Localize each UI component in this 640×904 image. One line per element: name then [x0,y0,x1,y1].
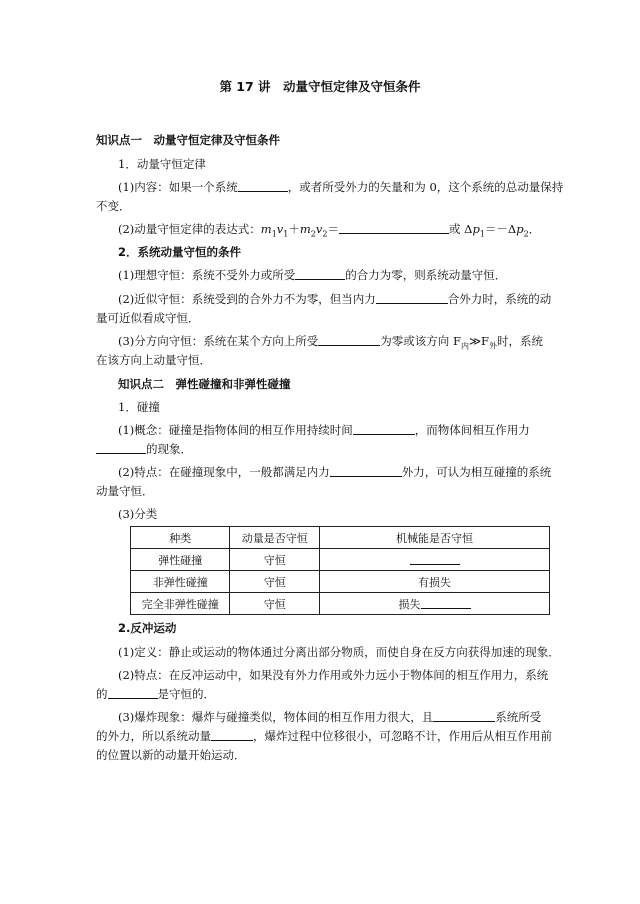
collision-table [130,526,550,615]
section2-heading: 知识点二 弹性碰撞和非弹性碰撞 [118,377,291,391]
subheading-collision: 1．碰撞 [118,400,160,414]
subheading-momentum-law: 1．动量守恒定律 [118,157,206,171]
table-header-row [131,527,550,549]
fill-blank [330,465,402,477]
fill-blank [376,292,448,304]
paragraph-approx: (2)近似守恒：系统受到的合外力不为零，但当内力 合外力时，系统的动 [118,292,552,306]
fill-blank [295,268,345,280]
table-row [131,593,550,615]
table-cell: 有损失 [320,571,550,593]
table-header: 动量是否守恒 [230,527,320,549]
paragraph-explosion-cont: 的外力，所以系统动量 ，爆炸过程中位移很小，可忽略不计，作用后从相互作用前 [96,729,552,743]
paragraph-content: (1)内容：如果一个系统 ，或者所受外力的矢量和为 0，这个系统的总动量保持 [118,180,564,194]
subheading-recoil: 2.反冲运动 [118,621,177,635]
paragraph-expression: (2)动量守恒定律的表达式：$m_1v_1+m_2v_2=$ 或 $\Delta p_1=-\Delta p_2$． [118,222,541,239]
paragraph-explosion: (3)爆炸现象：爆炸与碰撞类似，物体间的相互作用力很大，且 系统所受 [118,710,542,724]
paragraph-recoil-feature: (2)特点：在反冲运动中，如果没有外力作用或外力远小于物体间的相互作用力，系统 [118,668,549,682]
table-row [131,571,550,593]
fill-blank [238,180,288,192]
table-cell: 损失 [320,593,550,615]
paragraph-concept-cont: 的现象． [96,442,546,456]
table-header: 种类 [131,527,230,549]
section1-heading: 知识点一 动量守恒定律及守恒条件 [96,133,280,147]
paragraph-direction-cont: 在该方向上动量守恒． [96,353,211,367]
paragraph-feature: (2)特点：在碰撞现象中，一般都满足内力 外力，可认为相互碰撞的系统 [118,465,552,479]
table-cell: 守恒 [230,571,320,593]
fill-blank [108,687,158,699]
fill-blank [421,597,471,609]
paragraph-concept: (1)概念：碰撞是指物体间的相互作用持续时间 ，而物体间相互作用力 [118,423,530,437]
table-cell: 弹性碰撞 [131,549,230,571]
table-cell: 完全非弹性碰撞 [131,593,230,615]
fill-blank [318,334,380,346]
paragraph-direction: (3)分方向守恒：系统在某个方向上所受 为零或该方向 $F_内≫F_外$时，系统 [118,334,543,351]
fill-blank [433,710,495,722]
table-cell [320,549,550,571]
paragraph-approx-cont: 量可近似看成守恒． [96,311,200,325]
fill-blank [96,442,146,454]
table-row [131,549,550,571]
fill-blank [353,423,415,435]
page-title: 第 17 讲 动量守恒定律及守恒条件 [219,79,421,94]
paragraph-definition: (1)定义：静止或运动的物体通过分离出部分物质，而使自身在反方向获得加速的现象． [118,645,560,659]
paragraph-ideal: (1)理想守恒：系统不受外力或所受 的合力为零，则系统动量守恒． [118,268,507,282]
paragraph-explosion-end: 的位置以新的动量开始运动． [96,748,246,762]
paragraph-classification: (3)分类 [118,507,158,521]
fill-blank [339,222,449,234]
paragraph-feature-cont: 动量守恒． [96,484,154,498]
table-cell: 守恒 [230,593,320,615]
paragraph-recoil-feature-cont: 的 是守恒的． [96,687,215,701]
fill-blank [410,553,460,565]
table-cell: 守恒 [230,549,320,571]
table-header: 机械能是否守恒 [320,527,550,549]
fill-blank [211,729,253,741]
table-cell: 非弹性碰撞 [131,571,230,593]
paragraph-content-cont: 不变． [96,199,131,213]
subheading-conditions: 2．系统动量守恒的条件 [118,245,242,259]
